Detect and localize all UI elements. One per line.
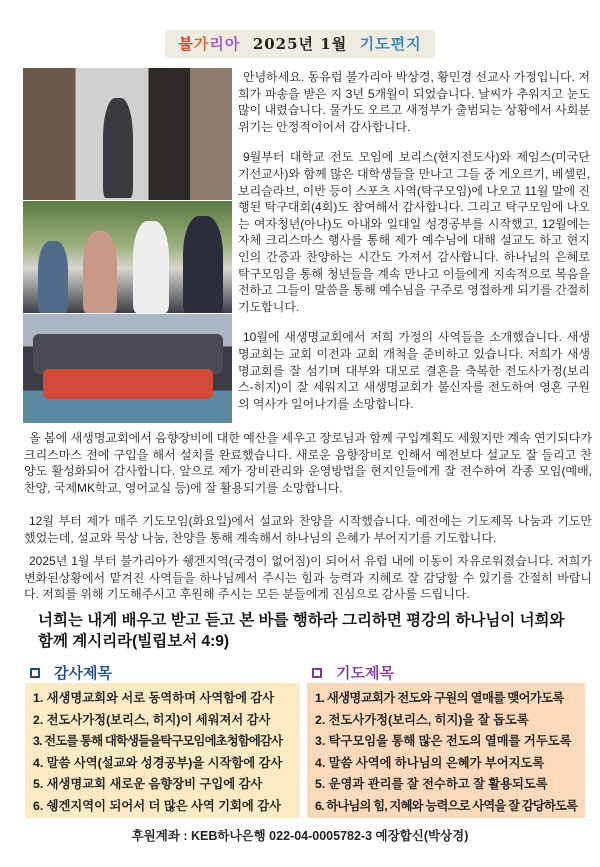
- paragraph-text: 올 봄에 새생명교회에서 음향장비에 대한 예산을 세우고 장로님과 함께 구입계획도 세웠지만 계속 연기되다가 크리스마스 전에 구입을 해서 설치를 완료했습니다. 새로운 음향장비로 인해서 예전보다 설교도 잘 들리고 찬양도 활성화되어 감사합니다. 앞으로 제가 장비관리와 운영방법을 현지인들에게 잘 전수하여 각종 모임(예배, 찬양, 국제MK학교, 영어교실 등)에 잘 활용되기를 소망합니다.: [24, 431, 592, 495]
- title-char-2: 가: [193, 35, 210, 53]
- paragraph-prayer-meeting: [24, 513, 592, 546]
- list-item: 6. 쉥겐지역이 되어서 더 많은 사역 기회에 감사: [33, 798, 281, 813]
- title-letter: 기도편지: [359, 35, 422, 53]
- paragraph-text: 2025년 1월 부터 불가리아가 쉥겐지역(국경이 없어짐)이 되어서 유럽 내에 이동이 자유로워졌습니다. 저희가 변화된상황에서 맡겨진 사역들을 하나님께서 주시는 힘과 능력과 지혜로 잘 감당할 수 있기를 간절히 바랍니다. 저희를 위해 기도해주시고 후원해 주시는 모든 분들에게 진심으로 감사를 드립니다.: [24, 554, 592, 602]
- paragraph-sound-equipment: [24, 430, 592, 496]
- title-date: 2025년 1월: [252, 35, 348, 53]
- paragraph-schengen: [24, 553, 592, 603]
- prayer-heading: [312, 662, 394, 683]
- list-item: 4. 말씀 사역(설교와 성경공부)을 시작함에 감사: [33, 755, 283, 770]
- bible-verse: 너희는 내게 배우고 받고 듣고 본 바를 행하라 그리하면 평강의 하나님이 너희와 함께 계시리라(빌립보서 4:9): [38, 612, 565, 650]
- list-item: 3. 전도를 통해 대학생들을탁구모임에초청함에감사: [33, 734, 283, 748]
- checkbox-square-icon: [30, 668, 40, 678]
- list-item: 2. 전도사가정(보리스, 히지)을 잘 돕도록: [315, 712, 529, 727]
- list-item: 3. 탁구모임을 통해 많은 전도의 열매를 거두도록: [315, 734, 572, 748]
- title-char-1: 불: [178, 35, 194, 53]
- checkbox-square-icon: [312, 668, 322, 678]
- list-item: 2. 전도사가정(보리스, 히지)이 세워져서 감사: [33, 712, 271, 727]
- title-char-4: 아: [224, 35, 241, 53]
- paragraph-church: 10월에 새생명교회에서 저희 가정의 사역들을 소개했습니다. 새생명교회는 교회 이전과 교회 개척을 준비하고 있습니다. 저희가 새생명교회를 잘 섬기며 대부와 대모로 결혼을 축복한 전도사가정(보리스-히지)이 잘 세워지고 새생명교회가 불신자를 전도하여 영혼 구원의 역사가 일어나기를 소망합니다.: [238, 330, 590, 411]
- list-item: 1. 새생명교회가 전도와 구원의 열매를 맺어가도록: [315, 691, 564, 705]
- heading-text: 기도제목: [336, 665, 394, 682]
- donation-account: 후원계좌 : KEB하나은행 022-04-0005782-3 예장합신(박상경): [131, 829, 469, 843]
- photo-table-tennis-group: [23, 314, 232, 423]
- intro-text: [238, 69, 590, 412]
- thanks-list: [25, 683, 300, 818]
- paragraph-greeting: 안녕하세요. 동유럽 불가리아 박상경, 황민경 선교사 가정입니다. 저희가 파송을 받은 지 3년 5개월이 되었습니다. 날씨가 추워지고 눈도 많이 내렸습니다. 물가도 오르고 새정부가 출범되는 상황에서 사회분위기는 안정적이어서 감사합니다.: [238, 70, 590, 134]
- list-item: 1. 새생명교회와 서로 동역하며 사역함에 감사: [33, 691, 275, 705]
- title-char-3: 리: [209, 35, 225, 53]
- photo-sermon: [23, 68, 232, 200]
- prayer-list: [307, 683, 585, 818]
- list-item: 5. 운영과 관리를 잘 전수하고 잘 활용되도록: [315, 777, 548, 791]
- heading-text: 감사제목: [54, 665, 112, 682]
- letter-title: [165, 30, 435, 58]
- paragraph-university-ministry: 9월부터 대학교 전도 모임에 보리스(현지전도사)와 제임스(미국단기선교사)와 함께 많은 대학생들을 만나고 그들 중 게오르기, 베셀린, 보리슬라브, 이반 등이 스포츠 사역(탁구모임)에 나오고 11월 말에 진행된 탁구대회(4회)도 참여해서 감사합니다. 그리고 탁구모임에 나오는 여자청년(아나)도 아내와 일대일 성경공부를 시작했고, 12월에는 자체 크리스마스 행사를 통해 제가 예수님에 대해 설교도 하고 현지인의 간증과 찬양하는 시간도 가져서 감사합니다. 하나님의 은혜로 탁구모임을 통해 청년들을 계속 만나고 이들에게 지속적으로 복음을 전하고 그들이 말씀을 통해 예수님을 구주로 영접하게 되기를 간절히 기도합니다.: [238, 150, 590, 314]
- list-item: 4. 말씀 사역에 하나님의 은혜가 부어지도록: [315, 755, 545, 770]
- thanks-heading: [30, 662, 112, 683]
- photo-students: [23, 201, 232, 313]
- paragraph-text: 12월 부터 제가 매주 기도모임(화요일)에서 설교와 찬양을 시작했습니다. 예전에는 기도제목 나눔과 기도만 했었는데, 설교와 묵상 나눔, 찬양을 통해 계속해서 하나님의 은혜가 부어지기를 기도합니다.: [24, 514, 592, 545]
- list-item: 6. 하나님의 힘, 지혜와 능력으로 사역을 잘 감당하도록: [315, 798, 578, 813]
- list-item: 5. 새생명교회 새로운 음향장비 구입에 감사: [33, 777, 263, 791]
